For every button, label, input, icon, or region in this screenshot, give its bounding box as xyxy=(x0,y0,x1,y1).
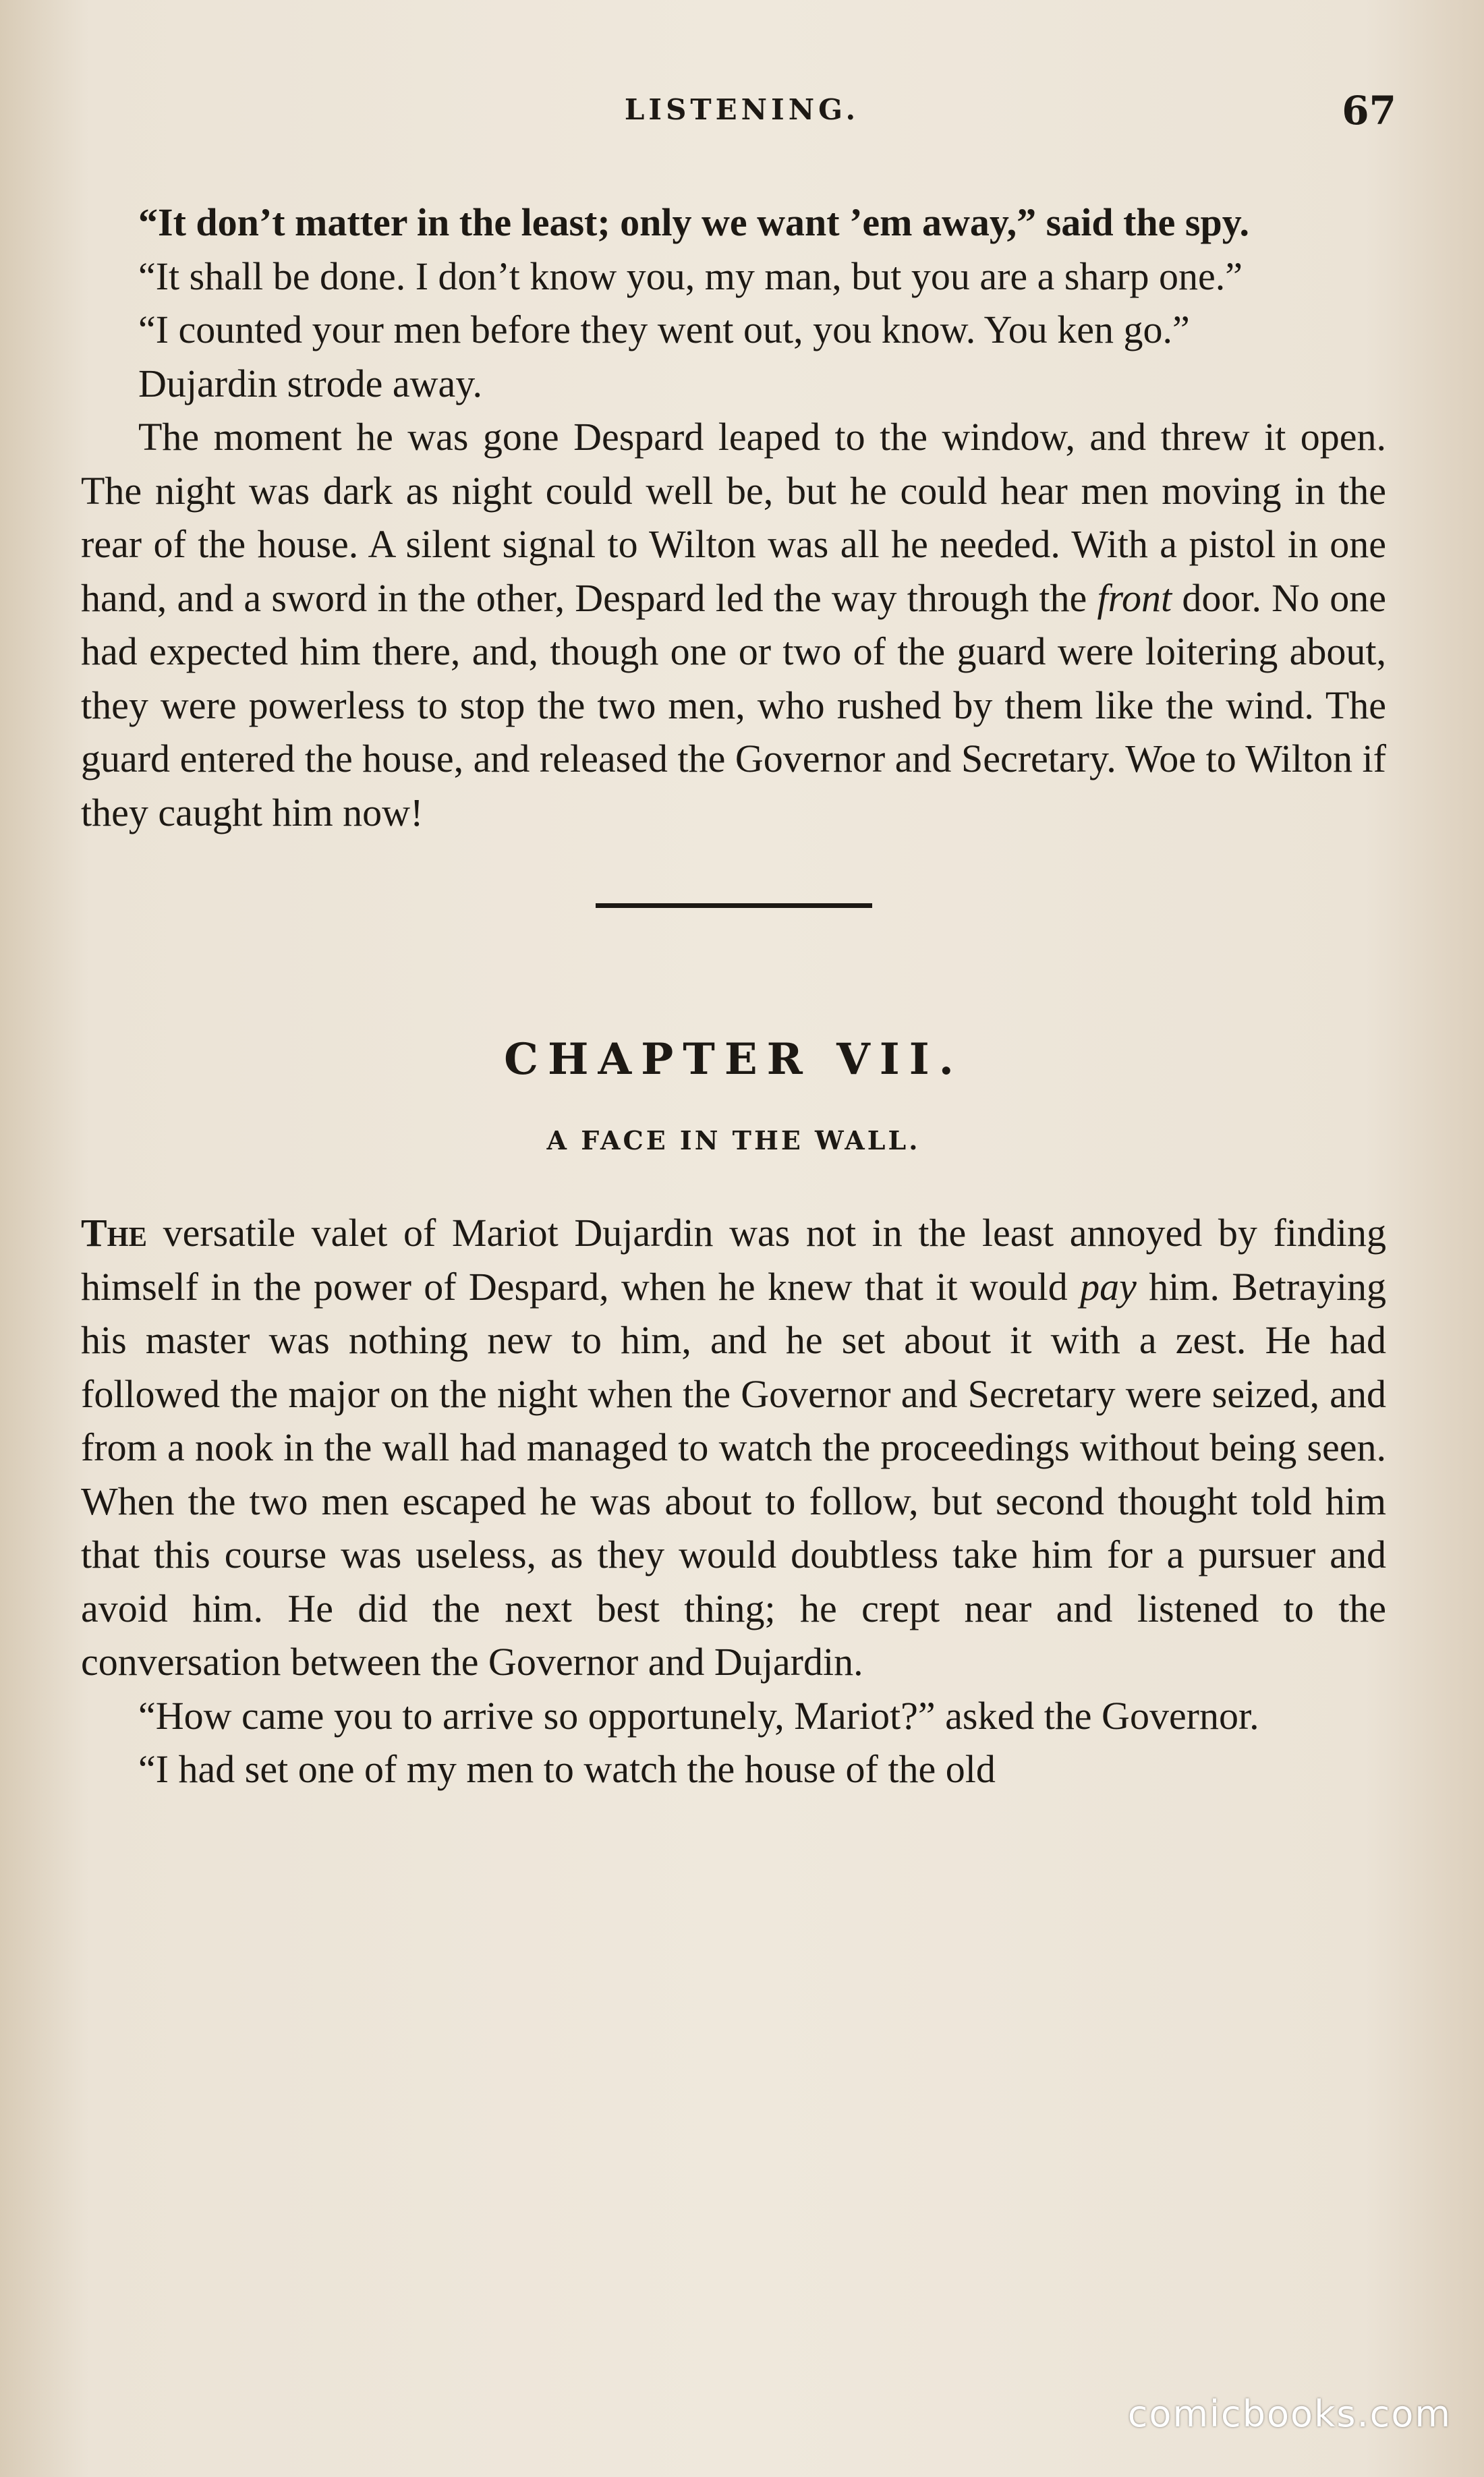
running-head: LISTENING. xyxy=(624,93,860,126)
paragraph: “It shall be done. I don’t know you, my man, but you are a sharp one.” xyxy=(138,254,1243,298)
paragraph xyxy=(81,1206,1386,1689)
paragraph: “It don’t matter in the least; only we want ’em away,” said the spy. xyxy=(138,200,1250,244)
paragraph: “I counted your men before they went out, you know. You ken go.” xyxy=(138,308,1190,351)
paragraph-text: versatile valet of Mariot Dujardin was not in the least annoyed by finding himself in the power of Despard, when he knew that it would xyxy=(81,1211,1387,1309)
chapter-title: CHAPTER VII. xyxy=(504,1034,963,1085)
chapter-subtitle: A FACE IN THE WALL. xyxy=(546,1124,921,1156)
paragraph: “How came you to arrive so opportunely, Mariot?” asked the Governor. xyxy=(138,1693,1259,1738)
paragraph-text: door. No one had expected him there, and, though one or two of the guard were loitering about, they were powerless to stop the two men, who rushed by them like the wind. The guard entered the house, and released the Governor and Secretary. Woe to Wilton if they caught him now! xyxy=(81,575,1387,834)
italic-word: pay xyxy=(1080,1264,1137,1309)
page-header xyxy=(88,88,1396,135)
section-divider xyxy=(596,903,872,908)
watermark: comicbooks.com xyxy=(1127,2393,1452,2435)
paragraph xyxy=(81,410,1386,839)
page-number: 67 xyxy=(1342,88,1396,134)
page-body xyxy=(81,196,1386,1796)
paragraph-text: him. Betraying his master was nothing new to him, and he set about it with a zest. He had followed the major on the night when the Governor and Secretary were seized, and from a nook in the wall had managed to watch the proceedings without being seen. When the two men escaped he was about to follow, but second thought told him that this course was useless, as they would doubtless take him for a pursuer and avoid him. He did the next best thing; he crept near and listened to the conversation between the Governor and Dujardin. xyxy=(81,1264,1387,1684)
paragraph: “I had set one of my men to watch the house of the old xyxy=(138,1747,996,1791)
italic-word: front xyxy=(1097,575,1172,620)
paragraph: Dujardin strode away. xyxy=(138,361,483,405)
paragraph-text: The moment he was gone Despard leaped to the window, and threw it open. The night was dark as night could well be, but he could hear men moving in the rear of the house. A silent signal to Wilton was all he needed. With a pistol in one hand, and a sword in the other, Despard led the way through the xyxy=(81,415,1386,620)
lead-word: The xyxy=(81,1211,147,1255)
